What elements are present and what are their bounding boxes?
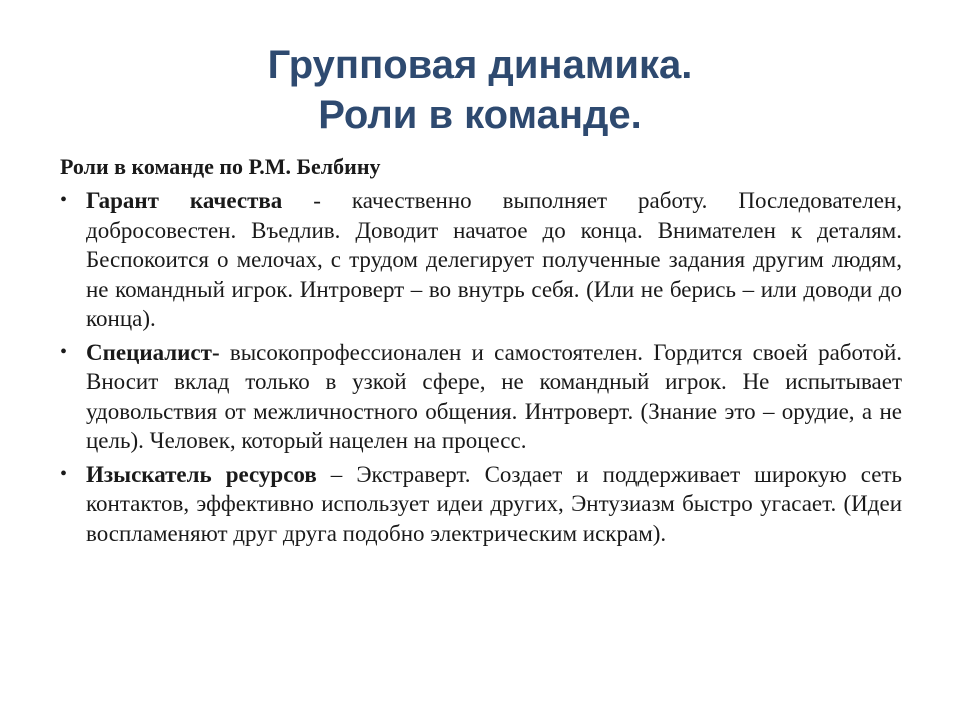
role-description: - качественно выполняет работу. Последователен, добросовестен. Въедлив. Доводит начатое до конца. Внимателен к деталям. Беспокоится о мелочах, с трудом делегирует полученные задания другим людям, не командный игрок. Интроверт – во внутрь себя. (Или не берись – или доводи до конца). [86, 188, 902, 331]
slide-body [60, 152, 902, 552]
role-item-resource-investigator [60, 460, 902, 549]
section-subtitle: Роли в команде по Р.М. Белбину [60, 154, 381, 179]
title-line-1: Групповая динамика. [267, 43, 693, 87]
bullet-icon: • [60, 462, 68, 485]
role-item-specialist [60, 338, 902, 456]
bullet-icon: • [60, 189, 68, 211]
bullet-icon: • [60, 340, 68, 363]
slide-title [0, 40, 960, 140]
role-item-quality-guarantor [60, 186, 902, 334]
role-term: Изыскатель ресурсов [86, 461, 317, 487]
title-line-2: Роли в команде. [318, 93, 642, 137]
role-term: Гарант качества [86, 188, 283, 213]
role-term: Специалист- [86, 339, 220, 365]
role-list [60, 186, 902, 548]
role-description: – Экстраверт. Создает и поддерживает широкую сеть контактов, эффективно использует идеи других, Энтузиазм быстро угасает. (Идеи воспламеняют друг друга подобно электрическим искрам). [86, 461, 902, 546]
role-description: высокопрофессионален и самостоятелен. Гордится своей работой. Вносит вклад только в узкой сфере, не командный игрок. Не испытывает удовольствия от межличностного общения. Интроверт. (Знание это – орудие, а не цель). Человек, который нацелен на процесс. [86, 339, 902, 453]
